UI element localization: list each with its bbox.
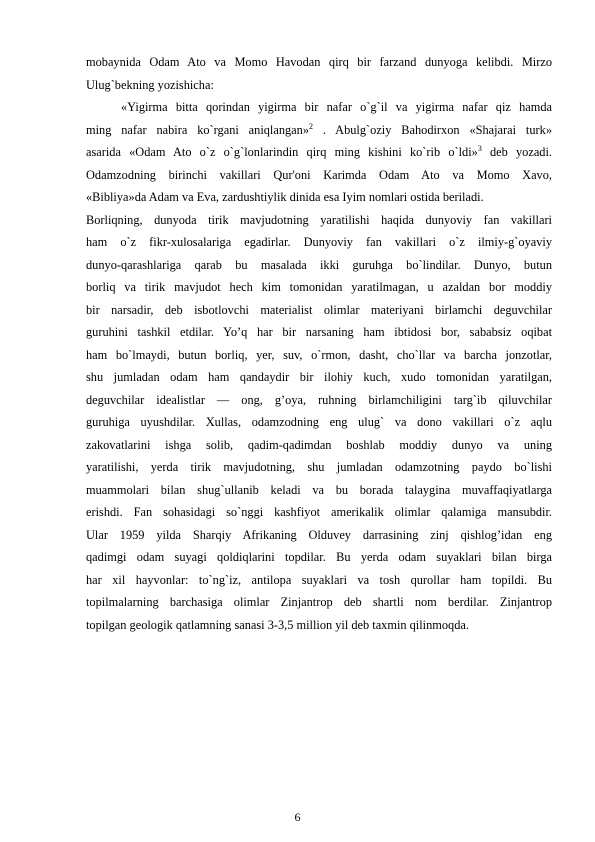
text-line: har xil hayvonlar: to`ng`iz, antilopa suyaklari va tosh qurollar ham topildi. Bu: [86, 572, 552, 587]
text-segment: deb yozadi.: [481, 145, 552, 159]
footnote-marker: 3: [477, 143, 482, 153]
text-line: deguvchilar idealistlar — ong, g’oya, ruhning birlamchiligini targ`ib qiluvchilar: [86, 392, 552, 407]
text-line: borliq va tirik mavjudot hech kim tomonidan yaratilmagan, u azaldan bor moddiy: [86, 280, 552, 294]
text-segment: ming nafar nabira ko`rgani aniqlangan»: [86, 122, 310, 137]
text-line: yaratilishi, yerda tirik mavjudotning, shu jumladan odamzotning paydo bo`lishi: [86, 460, 552, 474]
text-segment: asarida «Odam Ato o`z o`g`lonlarindin qirq ming kishini ko`rib o`ldi»: [86, 145, 478, 159]
text-line: guruhini tashkil etdilar. Yo’q har bir narsaning ham ibtidosi bor, sababsiz oqibat: [86, 325, 552, 339]
text-line: «Bibliya»da Adam va Eva, zardushtiylik dinida esa Iyim nomlari ostida beriladi.: [86, 190, 484, 204]
text-line-with-footnote: [86, 119, 552, 142]
text-line: ham o`z fikr-xulosalariga egadirlar. Dunyoviy fan vakillari o`z ilmiy-g`oyaviy: [86, 235, 552, 249]
text-line: «Yigirma bitta qorindan yigirma bir nafar o`g`il va yigirma nafar qiz hamda: [121, 100, 552, 114]
text-line: Odamzodning birinchi vakillari Qur'oni Karimda Odam Ato va Momo Xavo,: [86, 167, 552, 182]
text-line: muammolari bilan shug`ullanib keladi va bu borada talaygina muvaffaqiyatlarga: [86, 482, 552, 497]
text-line: Borliqning, dunyoda tirik mavjudotning yaratilishi haqida dunyoviy fan vakillari: [86, 212, 552, 227]
text-line: topilgan geologik qatlamning sanasi 3-3,5 million yil deb taxmin qilinmoqda.: [86, 617, 469, 632]
text-line: Ulug`bekning yozishicha:: [86, 77, 214, 92]
text-line: qadimgi odam suyagi qoldiqlarini topdilar. Bu yerda odam suyaklari bilan birga: [86, 550, 552, 564]
text-line: shu jumladan odam ham qandaydir bir ilohiy kuch, xudo tomonidan yaratilgan,: [86, 370, 552, 384]
document-body: [86, 51, 552, 636]
text-line: mobaynida Odam Ato va Momo Havodan qirq bir farzand dunyoga kelibdi. Mirzo: [86, 55, 552, 69]
text-line: guruhiga uyushdilar. Xullas, odamzodning eng ulug` va dono vakillari o`z aqlu: [86, 415, 552, 429]
page-number: 6: [294, 810, 301, 824]
text-line: ham bo`lmaydi, butun borliq, yer, suv, o`rmon, dasht, cho`llar va barcha jonzotlar,: [86, 347, 552, 362]
text-line: Ular 1959 yilda Sharqiy Afrikaning Olduvey darrasining zinj qishlog’idan eng: [86, 527, 552, 542]
text-line-with-footnote: [86, 141, 552, 164]
text-line: topilmalarning barchasiga olimlar Zinjantrop deb shartli nom berdilar. Zinjantrop: [86, 595, 552, 609]
text-line: zakovatlarini ishga solib, qadim-qadimdan boshlab moddiy dunyo va uning: [86, 437, 552, 452]
footnote-marker: 2: [309, 121, 314, 131]
text-segment: . Abulg`oziy Bahodirxon «Shajarai turk»: [313, 122, 552, 137]
text-line: bir narsadir, deb isbotlovchi materialist olimlar materiyani birlamchi deguvchilar: [86, 302, 552, 317]
text-line: dunyo-qarashlariga qarab bu masalada ikki guruhga bo`lindilar. Dunyo, butun: [86, 257, 552, 272]
text-line: erishdi. Fan sohasidagi so`nggi kashfiyot amerikalik olimlar qalamiga mansubdir.: [86, 505, 552, 519]
